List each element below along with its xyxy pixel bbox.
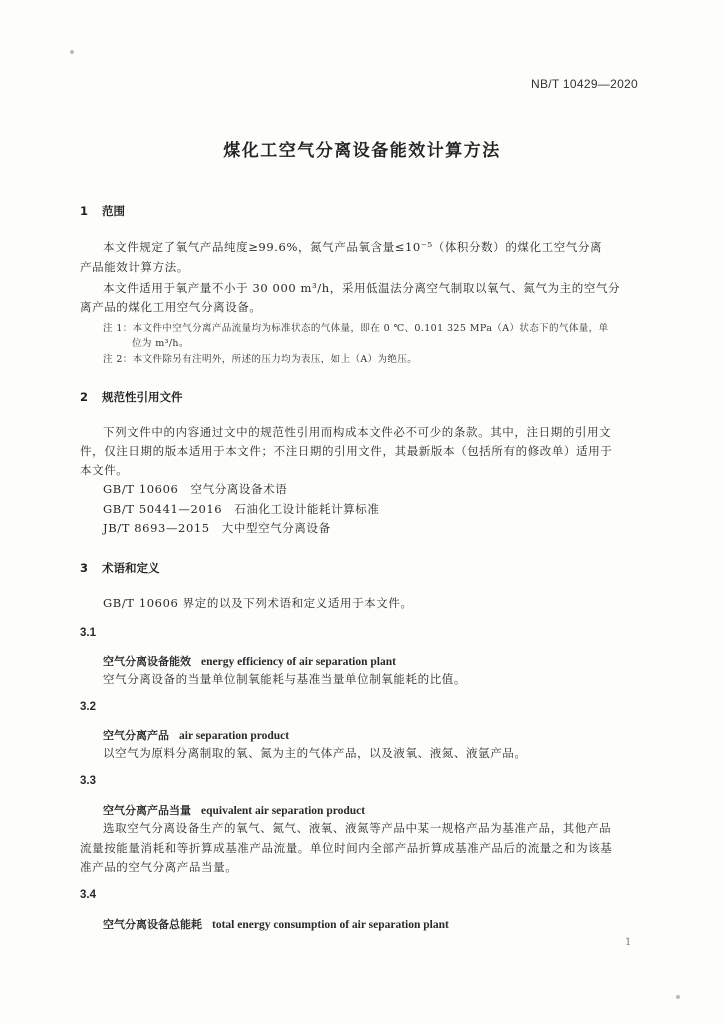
paragraph-line: 本文件规定了氧气产品纯度≥99.6%，氮气产品氧含量≤10⁻⁵（体积分数）的煤化工空气分离 [103,240,603,254]
section-number: 3 [80,561,89,575]
page-number: 1 [625,937,632,948]
section-title: 规范性引用文件 [102,390,183,404]
term-cn: 空气分离产品 [103,729,169,742]
section-number: 2 [80,390,89,404]
paragraph-line: 本文件适用于氧产量不小于 30 000 m³/h，采用低温法分离空气制取以氧气、氮气为主的空气分 [103,281,621,295]
reference-item: GB/T 10606 空气分离设备术语 [103,482,288,496]
term-definition: 流量按能量消耗和等折算成基准产品流量。单位时间内全部产品折算成基准产品后的流量之和为该基 [80,841,613,855]
term-en: total energy consumption of air separation plant [212,919,449,931]
section-number: 1 [80,204,89,218]
term-definition: 选取空气分离设备生产的氧气、氮气、液氧、液氮等产品中某一规格产品为基准产品，其他产品 [103,821,612,835]
reference-item: JB/T 8693—2015 大中型空气分离设备 [103,521,331,535]
section-3-heading [80,560,160,576]
note-line: 注 2：本文件除另有注明外，所述的压力均为表压，如上（A）为绝压。 [103,354,418,365]
term-cn: 空气分离设备能效 [103,655,191,668]
paragraph-line: GB/T 10606 界定的以及下列术语和定义适用于本文件。 [103,596,413,610]
term-number: 3.4 [80,889,96,901]
term-en: equivalent air separation product [201,805,366,817]
paragraph-line: 离产品的煤化工用空气分离设备。 [80,300,262,314]
term-heading [103,727,289,743]
note-line: 注 1：本文件中空气分离产品流量均为标准状态的气体量，即在 0 ℃、0.101 325 MPa（A）状态下的气体量，单 [103,323,609,334]
term-definition: 空气分离设备的当量单位制氧能耗与基准当量单位制氧能耗的比值。 [103,672,466,686]
section-2-heading [80,389,183,405]
paragraph-line: 本文件。 [80,463,129,477]
term-cn: 空气分离产品当量 [103,804,191,817]
scan-speck [70,50,74,54]
section-1-heading [80,203,125,219]
reference-item: GB/T 50441—2016 石油化工设计能耗计算标准 [103,502,380,516]
term-definition: 以空气为原料分离制取的氧、氮为主的气体产品，以及液氧、液氮、液氩产品。 [103,746,527,760]
note-line: 位为 m³/h。 [132,338,189,349]
section-title: 术语和定义 [102,561,160,575]
paragraph-line: 下列文件中的内容通过文中的规范性引用而构成本文件必不可少的条款。其中，注日期的引用文 [103,425,612,439]
term-en: energy efficiency of air separation plant [201,656,396,668]
standard-number: NB/T 10429—2020 [530,77,638,91]
term-number: 3.2 [80,701,96,713]
paragraph-line: 产品能效计算方法。 [80,260,189,274]
term-number: 3.1 [80,627,96,639]
term-number: 3.3 [80,775,96,787]
term-heading [103,916,449,932]
section-title: 范围 [102,204,125,218]
term-cn: 空气分离设备总能耗 [103,918,202,931]
paragraph-line: 件，仅注日期的版本适用于本文件；不注日期的引用文件，其最新版本（包括所有的修改单）适用于 [80,444,613,458]
term-heading [103,653,396,669]
term-heading [103,802,365,818]
scan-speck [676,995,680,999]
term-en: air separation product [179,730,290,742]
document-title: 煤化工空气分离设备能效计算方法 [223,141,501,161]
term-definition: 准产品的空气分离产品当量。 [80,860,238,874]
